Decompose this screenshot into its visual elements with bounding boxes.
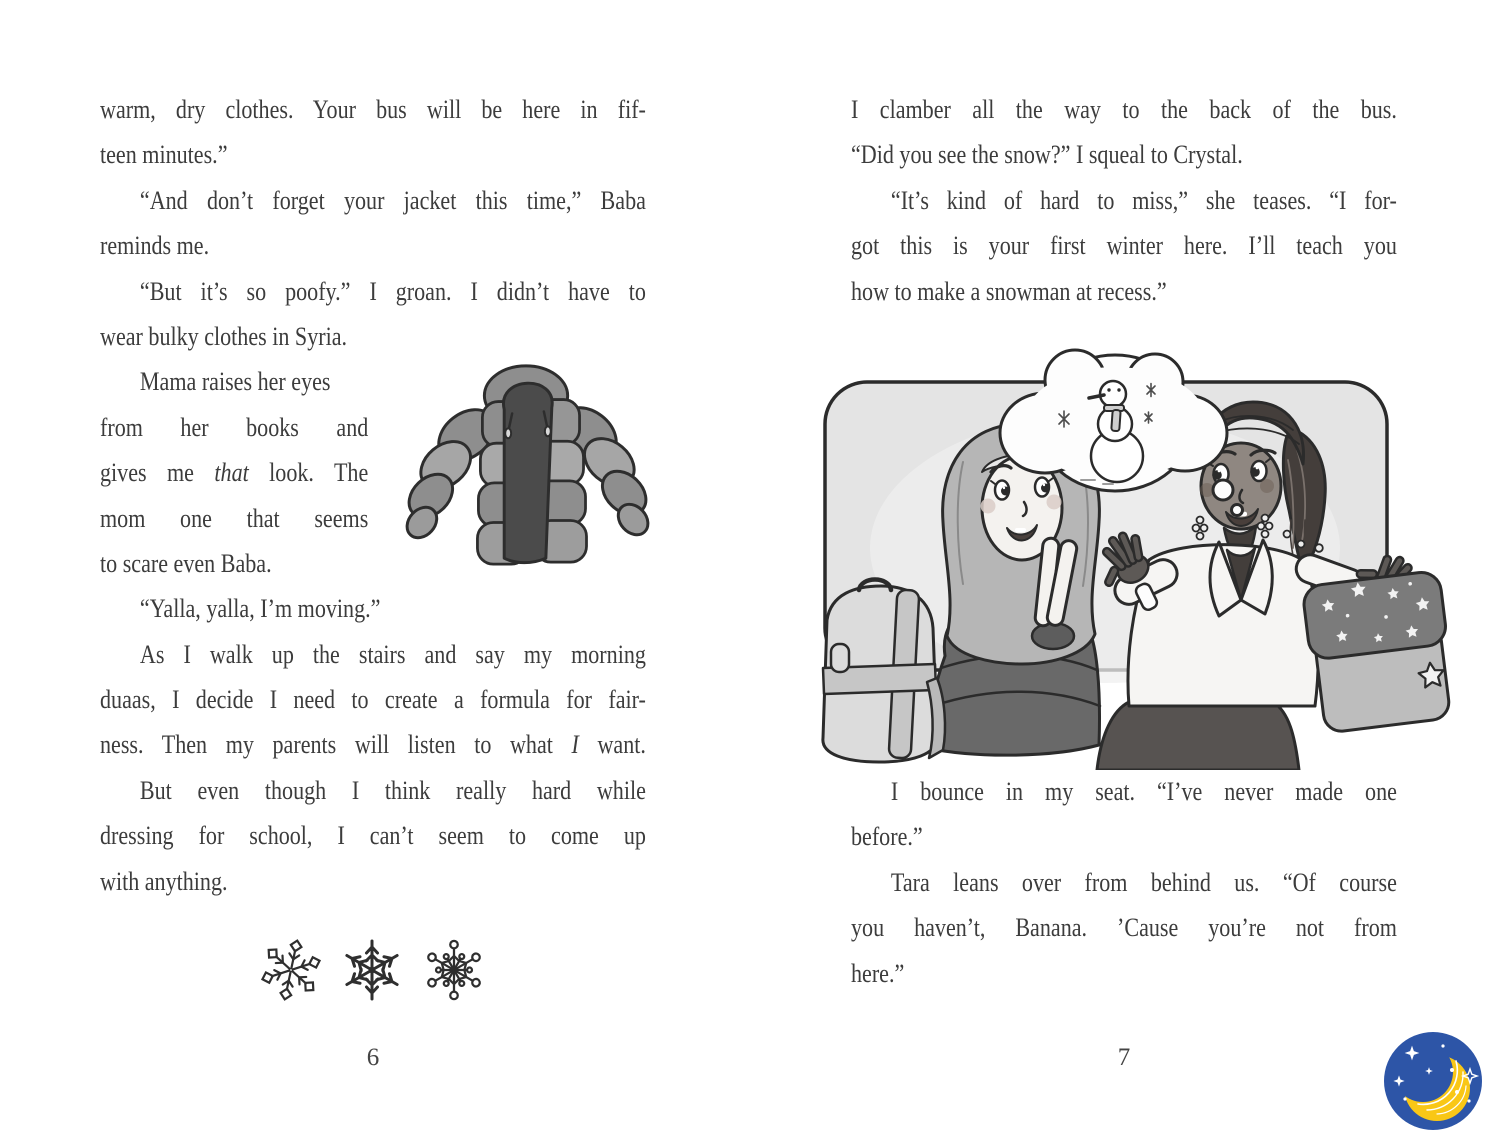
text-line: here.” (851, 958, 905, 988)
diamond-snowflake-icon (260, 939, 322, 1001)
text-line: got this is your first winter here. I’ll teach you (851, 231, 1397, 261)
text-line: to scare even Baba. (100, 548, 272, 578)
text-line: Tara leans over from behind us. “Of course (890, 867, 1397, 897)
text-line: “It’s kind of hard to miss,” she teases. “I for- (890, 185, 1397, 215)
text-line: you haven’t, Banana. ’Cause you’re not from (851, 913, 1397, 943)
right-page-text-top (851, 87, 1397, 314)
text-line: gives me that look. The (100, 458, 369, 488)
snowflake-divider (100, 936, 646, 1004)
text-line: teen minutes.” (100, 140, 228, 170)
text-line: with anything. (100, 866, 228, 896)
text-line: But even though I think really hard while (139, 775, 646, 805)
circle-tip-snowflake-icon (422, 938, 486, 1002)
text-line: how to make a snowman at recess.” (851, 276, 1167, 306)
right-page-number: 7 (1117, 1044, 1131, 1071)
text-line: wear bulky clothes in Syria. (100, 321, 348, 351)
text-line: “But it’s so poofy.” I groan. I didn’t have to (139, 276, 646, 306)
text-line: warm, dry clothes. Your bus will be here in fif- (100, 95, 646, 124)
bus-scene-illustration (795, 338, 1455, 770)
crescent-moon-logo-icon (1382, 1030, 1484, 1132)
text-line: ness. Then my parents will listen to what I want. (100, 730, 646, 760)
text-line: duaas, I decide I need to create a formula for fair- (100, 685, 646, 715)
text-line: “Yalla, yalla, I’m moving.” (139, 594, 381, 624)
text-line: “Did you see the snow?” I squeal to Crystal. (851, 140, 1243, 170)
text-line: mom one that seems (100, 503, 369, 533)
text-line: before.” (851, 822, 923, 852)
text-line: reminds me. (100, 231, 210, 261)
backpack (823, 580, 945, 763)
text-line: dressing for school, I can’t seem to come up (100, 821, 646, 851)
right-page-text-bottom (851, 769, 1397, 996)
text-line: I bounce in my seat. “I’ve never made one (890, 777, 1397, 806)
left-page-number: 6 (366, 1044, 380, 1071)
text-line: Mama raises her eyes (139, 367, 331, 397)
winter-jacket-illustration (392, 350, 664, 582)
text-line: “And don’t forget your jacket this time,” Baba (139, 185, 646, 215)
star-bag (1302, 570, 1455, 734)
classic-snowflake-icon (338, 936, 406, 1004)
text-line: As I walk up the stairs and say my morning (139, 639, 646, 669)
text-line: from her books and (100, 412, 369, 442)
text-line: I clamber all the way to the back of the bus. (851, 95, 1397, 124)
